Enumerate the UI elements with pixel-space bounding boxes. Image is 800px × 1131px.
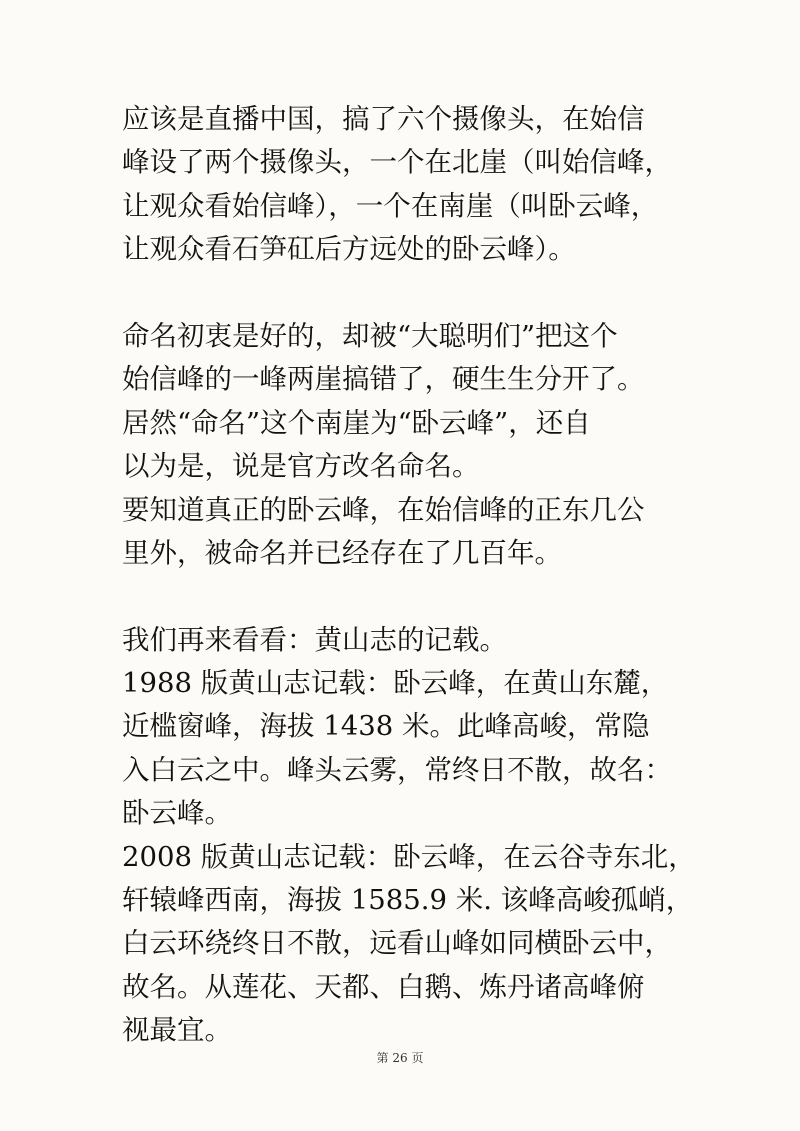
text-line: 卧云峰。: [122, 797, 232, 830]
text-line: 应该是直播中国，搞了六个摄像头，在始信: [122, 103, 645, 135]
paragraph-live-broadcast: [122, 98, 692, 272]
text-line: 以为是，说是官方改名命名。: [122, 450, 480, 483]
text-line: 让观众看始信峰），一个在南崖（叫卧云峰，: [122, 189, 659, 222]
paragraph-huangshan-records: [122, 619, 696, 1053]
text-line: 入白云之中。峰头云雾，常终日不散，故名：: [122, 753, 672, 786]
text-line: 我们再来看看：黄山志的记载。: [122, 623, 507, 656]
text-line: 命名初衷是好的，却被“大聪明们”把这个: [122, 319, 618, 352]
text-line: 1988 版黄山志记载：卧云峰，在黄山东麓，: [122, 667, 669, 700]
page-number: 第 26 页: [376, 1051, 424, 1065]
text-line: 让观众看石笋矼后方远处的卧云峰）。: [122, 233, 576, 266]
paragraph-spacer: [122, 575, 692, 618]
text-line: 2008 版黄山志记载：卧云峰，在云谷寺东北，: [122, 840, 696, 873]
text-line: 视最宜。: [122, 1014, 232, 1047]
text-line: 居然“命名”这个南崖为“卧云峰”，还自: [122, 406, 591, 439]
document-body: [122, 98, 696, 1053]
text-line: 故名。从莲花、天都、白鹅、炼丹诸高峰俯: [122, 970, 645, 1003]
text-line: 里外，被命名并已经存在了几百年。: [122, 536, 562, 569]
text-line: 要知道真正的卧云峰，在始信峰的正东几公: [122, 493, 645, 526]
text-line: 白云环绕终日不散，远看山峰如同横卧云中，: [122, 927, 672, 960]
paragraph-spacer: [122, 272, 692, 315]
paragraph-naming: [122, 315, 692, 575]
text-line: 近槛窗峰，海拔 1438 米。此峰高峻，常隐: [122, 710, 650, 743]
text-line: 始信峰的一峰两崖搞错了，硬生生分开了。: [122, 363, 645, 396]
text-line: 轩辕峰西南，海拔 1585.9 米. 该峰高峻孤峭，: [122, 884, 694, 917]
text-line: 峰设了两个摄像头，一个在北崖（叫始信峰，: [122, 146, 672, 179]
